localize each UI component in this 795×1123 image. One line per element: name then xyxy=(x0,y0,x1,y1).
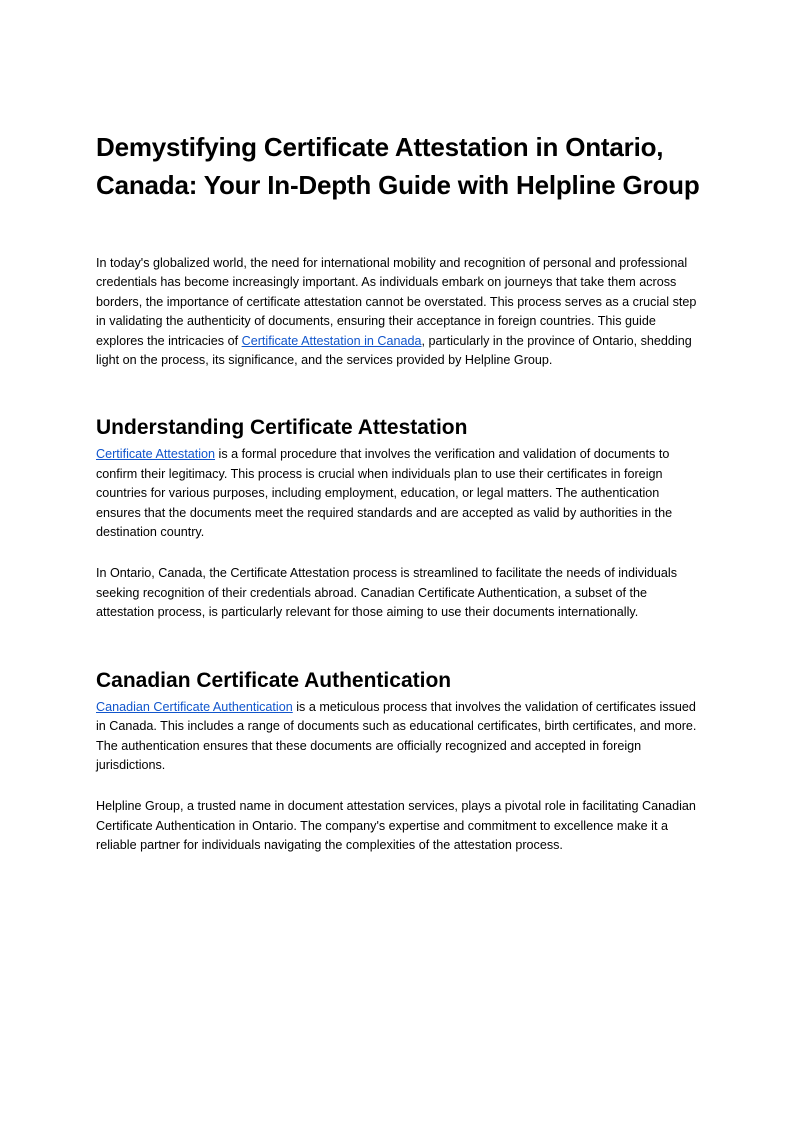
section-heading-canadian: Canadian Certificate Authentication xyxy=(96,668,452,692)
certificate-attestation-canada-link[interactable]: Certificate Attestation in Canada xyxy=(241,333,422,348)
section2-paragraph-2: Helpline Group, a trusted name in document attestation services, plays a pivotal role in facilitating Canadian Certificate Authentication in Ontario. The company's expertise and commitment to excellence make it a reliable partner for individuals navigating the complexities of the attestation process. xyxy=(96,799,696,853)
document-title: Demystifying Certificate Attestation in Ontario, Canada: Your In-Depth Guide with Helpline Group xyxy=(96,132,700,200)
section1-paragraph-1 xyxy=(96,445,700,542)
section2-paragraph-1 xyxy=(96,698,700,776)
certificate-attestation-link[interactable]: Certificate Attestation xyxy=(96,447,216,462)
canadian-certificate-authentication-link[interactable]: Canadian Certificate Authentication xyxy=(96,699,293,714)
section1-paragraph-2: In Ontario, Canada, the Certificate Attestation process is streamlined to facilitate the needs of individuals seeking recognition of their credentials abroad. Canadian Certificate Authentication, a subset of the attestation process, is particularly relevant for those aiming to use their documents internationally. xyxy=(96,566,678,620)
intro-paragraph xyxy=(96,254,700,370)
section2-p1-text: is a meticulous process that involves the validation of certificates issued in Canada. This includes a range of documents such as educational certificates, birth certificates, and more. The authentication ensures that these documents are officially recognized and accepted in foreign jurisdictions. xyxy=(96,699,697,772)
document-page xyxy=(96,128,700,856)
intro-text-after-link: , particularly in the province of Ontario, shedding light on the process, its significance, and the services provided by Helpline Group. xyxy=(96,333,692,368)
section1-p1-text: is a formal procedure that involves the verification and validation of documents to confirm their legitimacy. This process is crucial when individuals plan to use their certificates in foreign countries for various purposes, including employment, education, or legal matters. The authentication ensures that the documents meet the required standards and are accepted as valid by authorities in the destination country. xyxy=(96,447,673,540)
section-heading-understanding: Understanding Certificate Attestation xyxy=(96,416,468,440)
intro-text-before-link: In today's globalized world, the need for international mobility and recognition of personal and professional credentials has become increasingly important. As individuals embark on journeys that take them across borders, the importance of certificate attestation cannot be overstated. This process serves as a crucial step in validating the authenticity of documents, ensuring their acceptance in foreign countries. This guide explores the intricacies of xyxy=(96,256,697,348)
